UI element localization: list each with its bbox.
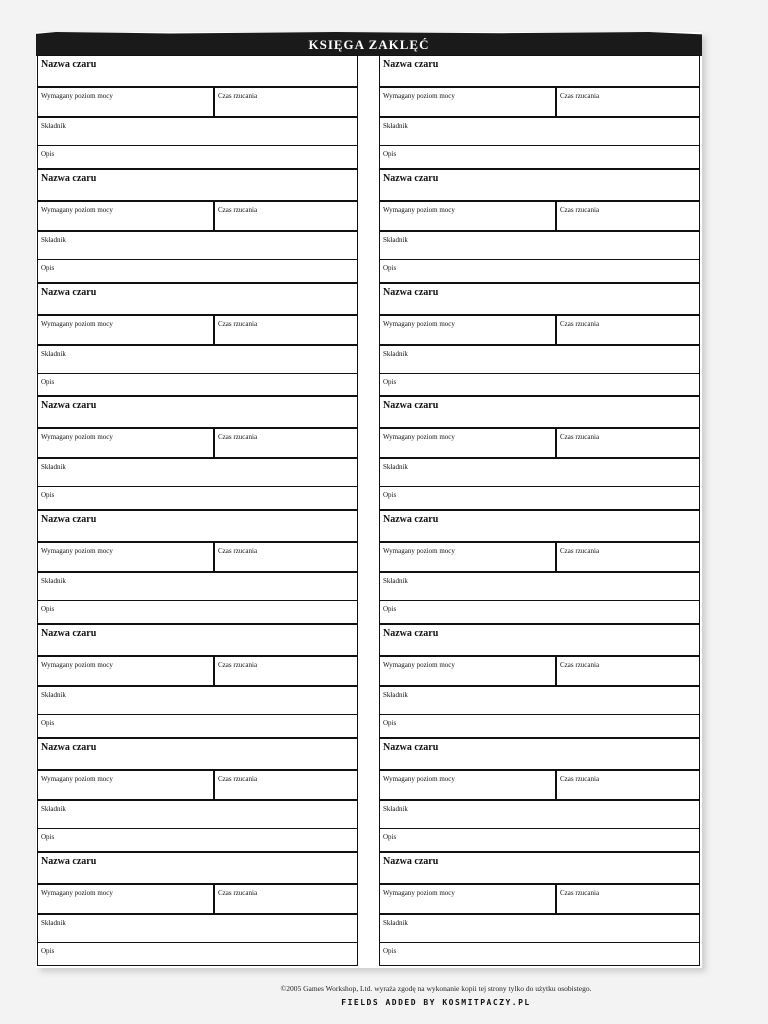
power-row	[38, 429, 357, 459]
spell-card	[380, 739, 699, 853]
power-level-field[interactable]	[380, 885, 557, 913]
spell-name-field[interactable]	[38, 397, 357, 429]
power-level-label: Wymagany poziom mocy	[41, 660, 113, 669]
cast-time-label: Czas rzucania	[218, 433, 258, 442]
ingredient-field[interactable]	[380, 232, 699, 260]
ingredient-field[interactable]	[380, 915, 699, 943]
power-level-label: Wymagany poziom mocy	[41, 547, 113, 556]
ingredient-label: Składnik	[41, 690, 66, 699]
spell-name-field[interactable]	[380, 397, 699, 429]
spell-name-label: Nazwa czaru	[41, 855, 97, 867]
spell-column-right	[379, 55, 700, 966]
spell-name-label: Nazwa czaru	[383, 59, 439, 70]
power-level-field[interactable]	[380, 771, 557, 799]
ingredient-label: Składnik	[41, 577, 66, 586]
description-label: Opis	[41, 491, 55, 500]
spell-column-left	[37, 55, 358, 966]
power-row	[380, 202, 699, 232]
power-level-label: Wymagany poziom mocy	[41, 319, 113, 328]
spell-name-field[interactable]	[38, 739, 357, 771]
ingredient-label: Składnik	[383, 349, 408, 358]
cast-time-field[interactable]	[215, 771, 357, 799]
power-level-field[interactable]	[38, 771, 215, 799]
spell-name-field[interactable]	[38, 625, 357, 657]
cast-time-field[interactable]	[557, 657, 699, 685]
power-level-label: Wymagany poziom mocy	[383, 433, 455, 442]
ingredient-label: Składnik	[383, 804, 408, 813]
description-label: Opis	[383, 946, 397, 955]
cast-time-label: Czas rzucania	[560, 319, 600, 328]
description-field[interactable]	[380, 601, 699, 622]
power-level-label: Wymagany poziom mocy	[41, 888, 113, 897]
description-field[interactable]	[38, 829, 357, 850]
power-level-field[interactable]	[38, 429, 215, 457]
ingredient-field[interactable]	[38, 915, 357, 943]
power-row	[380, 885, 699, 915]
description-label: Opis	[383, 605, 397, 614]
cast-time-label: Czas rzucania	[560, 433, 600, 442]
power-row	[38, 316, 357, 346]
description-label: Opis	[41, 150, 55, 158]
description-label: Opis	[383, 832, 397, 841]
ingredient-label: Składnik	[41, 122, 66, 130]
description-field[interactable]	[38, 943, 357, 964]
power-row	[38, 543, 357, 573]
power-level-field[interactable]	[38, 543, 215, 571]
power-level-field[interactable]	[38, 657, 215, 685]
spell-name-label: Nazwa czaru	[41, 172, 97, 184]
cast-time-label: Czas rzucania	[560, 205, 600, 214]
power-level-field[interactable]	[380, 543, 557, 571]
spell-card	[38, 739, 357, 853]
cast-time-field[interactable]	[557, 543, 699, 571]
cast-time-label: Czas rzucania	[560, 660, 600, 669]
description-field[interactable]	[380, 374, 699, 395]
spell-name-label: Nazwa czaru	[383, 286, 439, 298]
ingredient-label: Składnik	[41, 918, 66, 927]
cast-time-label: Czas rzucania	[218, 319, 258, 328]
spell-name-label: Nazwa czaru	[383, 172, 439, 184]
ingredient-field[interactable]	[38, 459, 357, 487]
power-level-label: Wymagany poziom mocy	[41, 774, 113, 783]
power-level-field[interactable]	[380, 88, 557, 116]
power-row	[38, 771, 357, 801]
page-title: KSIĘGA ZAKLĘĆ	[308, 37, 430, 52]
power-level-label: Wymagany poziom mocy	[41, 433, 113, 442]
spell-name-label: Nazwa czaru	[41, 400, 97, 412]
spell-card	[38, 170, 357, 284]
cast-time-label: Czas rzucania	[218, 205, 258, 214]
ingredient-field[interactable]	[380, 346, 699, 374]
spell-card	[38, 853, 357, 967]
spell-name-label: Nazwa czaru	[41, 286, 97, 298]
power-row	[38, 88, 357, 118]
cast-time-label: Czas rzucania	[560, 547, 600, 556]
description-field[interactable]	[38, 601, 357, 622]
spell-name-field[interactable]	[380, 284, 699, 316]
spell-card	[380, 853, 699, 967]
power-level-label: Wymagany poziom mocy	[41, 205, 113, 214]
spell-name-label: Nazwa czaru	[41, 741, 97, 753]
spell-card	[380, 284, 699, 398]
spell-card	[380, 397, 699, 511]
ingredient-field[interactable]	[380, 459, 699, 487]
spell-name-field[interactable]	[38, 56, 357, 88]
power-row	[38, 657, 357, 687]
footer-copyright: ©2005 Games Workshop, Ltd. wyraża zgodę na wykonanie kopii tej strony tylko do użytku osobistego.	[280, 984, 592, 993]
cast-time-label: Czas rzucania	[560, 888, 600, 897]
power-level-field[interactable]	[38, 88, 215, 116]
power-level-label: Wymagany poziom mocy	[383, 547, 455, 556]
cast-time-field[interactable]	[557, 202, 699, 230]
spell-name-label: Nazwa czaru	[41, 627, 97, 639]
cast-time-field[interactable]	[215, 316, 357, 344]
power-level-field[interactable]	[38, 316, 215, 344]
cast-time-label: Czas rzucania	[560, 92, 600, 100]
cast-time-label: Czas rzucania	[218, 547, 258, 556]
power-level-label: Wymagany poziom mocy	[383, 92, 455, 100]
power-row	[380, 88, 699, 118]
spell-name-field[interactable]	[380, 739, 699, 771]
description-field[interactable]	[380, 715, 699, 736]
power-row	[38, 885, 357, 915]
power-level-field[interactable]	[380, 429, 557, 457]
spell-card	[38, 625, 357, 739]
description-field[interactable]	[38, 374, 357, 395]
cast-time-field[interactable]	[557, 88, 699, 116]
description-label: Opis	[383, 491, 397, 500]
power-level-label: Wymagany poziom mocy	[383, 205, 455, 214]
cast-time-field[interactable]	[215, 88, 357, 116]
cast-time-field[interactable]	[215, 543, 357, 571]
spell-name-field[interactable]	[380, 511, 699, 543]
spell-card	[38, 56, 357, 170]
ingredient-label: Składnik	[41, 235, 66, 244]
cast-time-field[interactable]	[557, 429, 699, 457]
spell-card	[380, 625, 699, 739]
description-field[interactable]	[380, 829, 699, 850]
description-field[interactable]	[38, 715, 357, 736]
spell-name-field[interactable]	[380, 56, 699, 88]
ingredient-label: Składnik	[383, 577, 408, 586]
cast-time-field[interactable]	[215, 202, 357, 230]
power-level-label: Wymagany poziom mocy	[383, 888, 455, 897]
description-field[interactable]	[380, 943, 699, 964]
spell-name-field[interactable]	[38, 511, 357, 543]
power-level-label: Wymagany poziom mocy	[41, 92, 113, 100]
ingredient-field[interactable]	[380, 118, 699, 146]
power-row	[380, 316, 699, 346]
spell-name-label: Nazwa czaru	[383, 741, 439, 753]
description-label: Opis	[41, 718, 55, 727]
description-label: Opis	[383, 150, 397, 158]
cast-time-label: Czas rzucania	[218, 92, 258, 100]
cast-time-label: Czas rzucania	[218, 888, 258, 897]
ingredient-field[interactable]	[38, 346, 357, 374]
power-row	[38, 202, 357, 232]
description-field[interactable]	[380, 146, 699, 167]
spell-name-field[interactable]	[38, 284, 357, 316]
ingredient-field[interactable]	[380, 573, 699, 601]
cast-time-label: Czas rzucania	[218, 774, 258, 783]
ingredient-field[interactable]	[38, 687, 357, 715]
spell-sheet	[36, 32, 702, 968]
description-label: Opis	[41, 832, 55, 841]
power-row	[380, 429, 699, 459]
description-label: Opis	[41, 605, 55, 614]
footer-fields-note: FIELDS ADDED BY KOSMITPACZY.PL	[341, 998, 531, 1007]
spell-card	[38, 284, 357, 398]
ingredient-label: Składnik	[383, 918, 408, 927]
cast-time-field[interactable]	[215, 885, 357, 913]
power-level-label: Wymagany poziom mocy	[383, 660, 455, 669]
description-label: Opis	[41, 263, 55, 272]
power-level-label: Wymagany poziom mocy	[383, 774, 455, 783]
spell-name-label: Nazwa czaru	[383, 514, 439, 526]
description-label: Opis	[41, 946, 55, 955]
description-field[interactable]	[38, 487, 357, 508]
cast-time-field[interactable]	[215, 657, 357, 685]
spell-card	[380, 56, 699, 170]
spell-name-field[interactable]	[380, 853, 699, 885]
ingredient-label: Składnik	[41, 804, 66, 813]
power-level-field[interactable]	[380, 316, 557, 344]
cast-time-label: Czas rzucania	[560, 774, 600, 783]
cast-time-label: Czas rzucania	[218, 660, 258, 669]
spell-name-label: Nazwa czaru	[383, 627, 439, 639]
description-field[interactable]	[38, 260, 357, 281]
spell-card	[38, 511, 357, 625]
ingredient-label: Składnik	[383, 463, 408, 472]
description-label: Opis	[383, 377, 397, 386]
description-field[interactable]	[38, 146, 357, 167]
ingredient-field[interactable]	[38, 801, 357, 829]
spell-name-label: Nazwa czaru	[41, 514, 97, 526]
power-row	[380, 543, 699, 573]
spell-name-field[interactable]	[380, 170, 699, 202]
spell-name-field[interactable]	[38, 853, 357, 885]
power-level-field[interactable]	[380, 657, 557, 685]
ingredient-label: Składnik	[383, 122, 408, 130]
ingredient-field[interactable]	[380, 801, 699, 829]
description-field[interactable]	[380, 260, 699, 281]
spell-name-label: Nazwa czaru	[383, 400, 439, 412]
description-label: Opis	[383, 718, 397, 727]
spell-card	[38, 397, 357, 511]
cast-time-field[interactable]	[557, 316, 699, 344]
spell-card	[380, 170, 699, 284]
power-row	[380, 657, 699, 687]
ingredient-label: Składnik	[41, 349, 66, 358]
power-row	[380, 771, 699, 801]
power-level-label: Wymagany poziom mocy	[383, 319, 455, 328]
power-level-field[interactable]	[380, 202, 557, 230]
cast-time-field[interactable]	[557, 771, 699, 799]
ingredient-field[interactable]	[38, 573, 357, 601]
cast-time-field[interactable]	[557, 885, 699, 913]
description-label: Opis	[383, 263, 397, 272]
ingredient-field[interactable]	[380, 687, 699, 715]
ingredient-field[interactable]	[38, 118, 357, 146]
ingredient-label: Składnik	[41, 463, 66, 472]
ingredient-label: Składnik	[383, 235, 408, 244]
spell-card	[380, 511, 699, 625]
power-level-field[interactable]	[38, 885, 215, 913]
spell-name-label: Nazwa czaru	[383, 855, 439, 867]
power-level-field[interactable]	[38, 202, 215, 230]
ingredient-field[interactable]	[38, 232, 357, 260]
cast-time-field[interactable]	[215, 429, 357, 457]
spell-name-field[interactable]	[38, 170, 357, 202]
description-field[interactable]	[380, 487, 699, 508]
description-label: Opis	[41, 377, 55, 386]
spell-name-label: Nazwa czaru	[41, 59, 97, 70]
ingredient-label: Składnik	[383, 690, 408, 699]
spell-name-field[interactable]	[380, 625, 699, 657]
